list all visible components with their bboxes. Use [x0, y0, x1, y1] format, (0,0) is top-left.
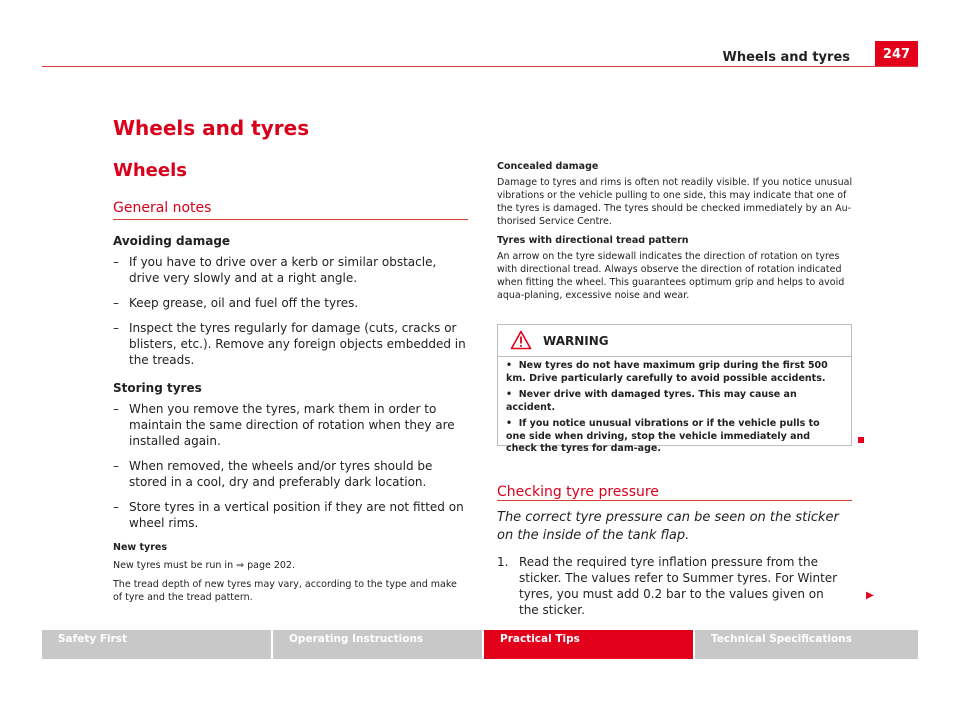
warning-header	[498, 325, 851, 357]
header-title: Wheels and tyres	[722, 50, 850, 65]
page-number: 247	[875, 41, 918, 67]
step-item	[497, 554, 847, 618]
new-tyres-heading: New tyres	[113, 542, 167, 553]
section-end-marker	[858, 437, 864, 443]
list-item: – When removed, the wheels and/or tyres should be stored in a cool, dry and preferably dark location.	[113, 459, 433, 489]
footer-tab-operating-instructions[interactable]: Operating Instructions	[273, 630, 482, 659]
warning-item: • Never drive with damaged tyres. This may cause an accident.	[506, 389, 797, 413]
storing-tyres-heading: Storing tyres	[113, 381, 202, 395]
left-column	[113, 233, 468, 610]
new-tyres-runin-text[interactable]: New tyres must be run in ⇒ page 202.	[113, 560, 295, 571]
checking-intro: The correct tyre pressure can be seen on the sticker on the inside of the tank flap.	[497, 510, 839, 543]
list-item: – Store tyres in a vertical position if they are not fitted on wheel rims.	[113, 500, 464, 530]
warning-item: • If you notice unusual vibrations or if the vehicle pulls to one side when driving, stop the vehicle immediately and check the tyres for dam-age.	[506, 418, 820, 454]
warning-triangle-icon	[510, 330, 532, 354]
footer-tab-technical-specifications[interactable]: Technical Specifications	[695, 630, 918, 659]
right-column	[497, 160, 853, 308]
list-item: – Keep grease, oil and fuel off the tyres.	[113, 296, 359, 310]
continue-arrow-icon: ▶	[866, 590, 874, 601]
checking-rule	[497, 500, 852, 501]
list-item: – If you have to drive over a kerb or similar obstacle, drive very slowly and at a right angle.	[113, 255, 437, 285]
concealed-damage-heading: Concealed damage	[497, 161, 599, 172]
warning-body	[506, 360, 838, 460]
warning-box	[497, 324, 852, 454]
subsection-rule	[113, 219, 468, 220]
subsection-title: General notes	[113, 200, 212, 216]
directional-tread-heading: Tyres with directional tread pattern	[497, 235, 689, 246]
concealed-damage-text: Damage to tyres and rims is often not readily visible. If you notice unusual vibrations or the vehicle pulling to one side, this may indicate that one of the tyres is damaged. The tyres should be checked immediately by an Au-thorised Service Centre.	[497, 177, 853, 227]
new-tyres-tread-text: The tread depth of new tyres may vary, according to the type and make of tyre and the tread pattern.	[113, 579, 457, 603]
footer-tab-safety-first[interactable]: Safety First	[42, 630, 271, 659]
list-item: – Inspect the tyres regularly for damage (cuts, cracks or blisters, etc.). Remove any foreign objects embedded in the treads.	[113, 321, 466, 367]
step-text: Read the required tyre inflation pressure from the sticker. The values refer to Summer tyres. For Winter tyres, you must add 0.2 bar to the values given on the sticker.	[519, 555, 838, 617]
list-item: – When you remove the tyres, mark them in order to maintain the same direction of rotation when they are installed again.	[113, 402, 455, 448]
footer-tab-practical-tips[interactable]: Practical Tips	[484, 630, 693, 659]
step-number: 1.	[497, 555, 509, 569]
warning-title: WARNING	[543, 334, 609, 348]
chapter-title: Wheels and tyres	[113, 116, 310, 140]
section-title: Wheels	[113, 160, 187, 181]
checking-tyre-pressure-heading: Checking tyre pressure	[497, 484, 659, 500]
directional-tread-text: An arrow on the tyre sidewall indicates the direction of rotation on tyres with directional tread. Always observe the direction of rotation indicated when fitting the wheel. This guarantees optimum grip and helps to avoid aqua-planing, excessive noise and wear.	[497, 251, 845, 301]
header-rule	[42, 66, 918, 67]
warning-item: • New tyres do not have maximum grip during the first 500 km. Drive particularly carefully to avoid possible accidents.	[506, 360, 828, 384]
avoiding-damage-heading: Avoiding damage	[113, 234, 231, 248]
